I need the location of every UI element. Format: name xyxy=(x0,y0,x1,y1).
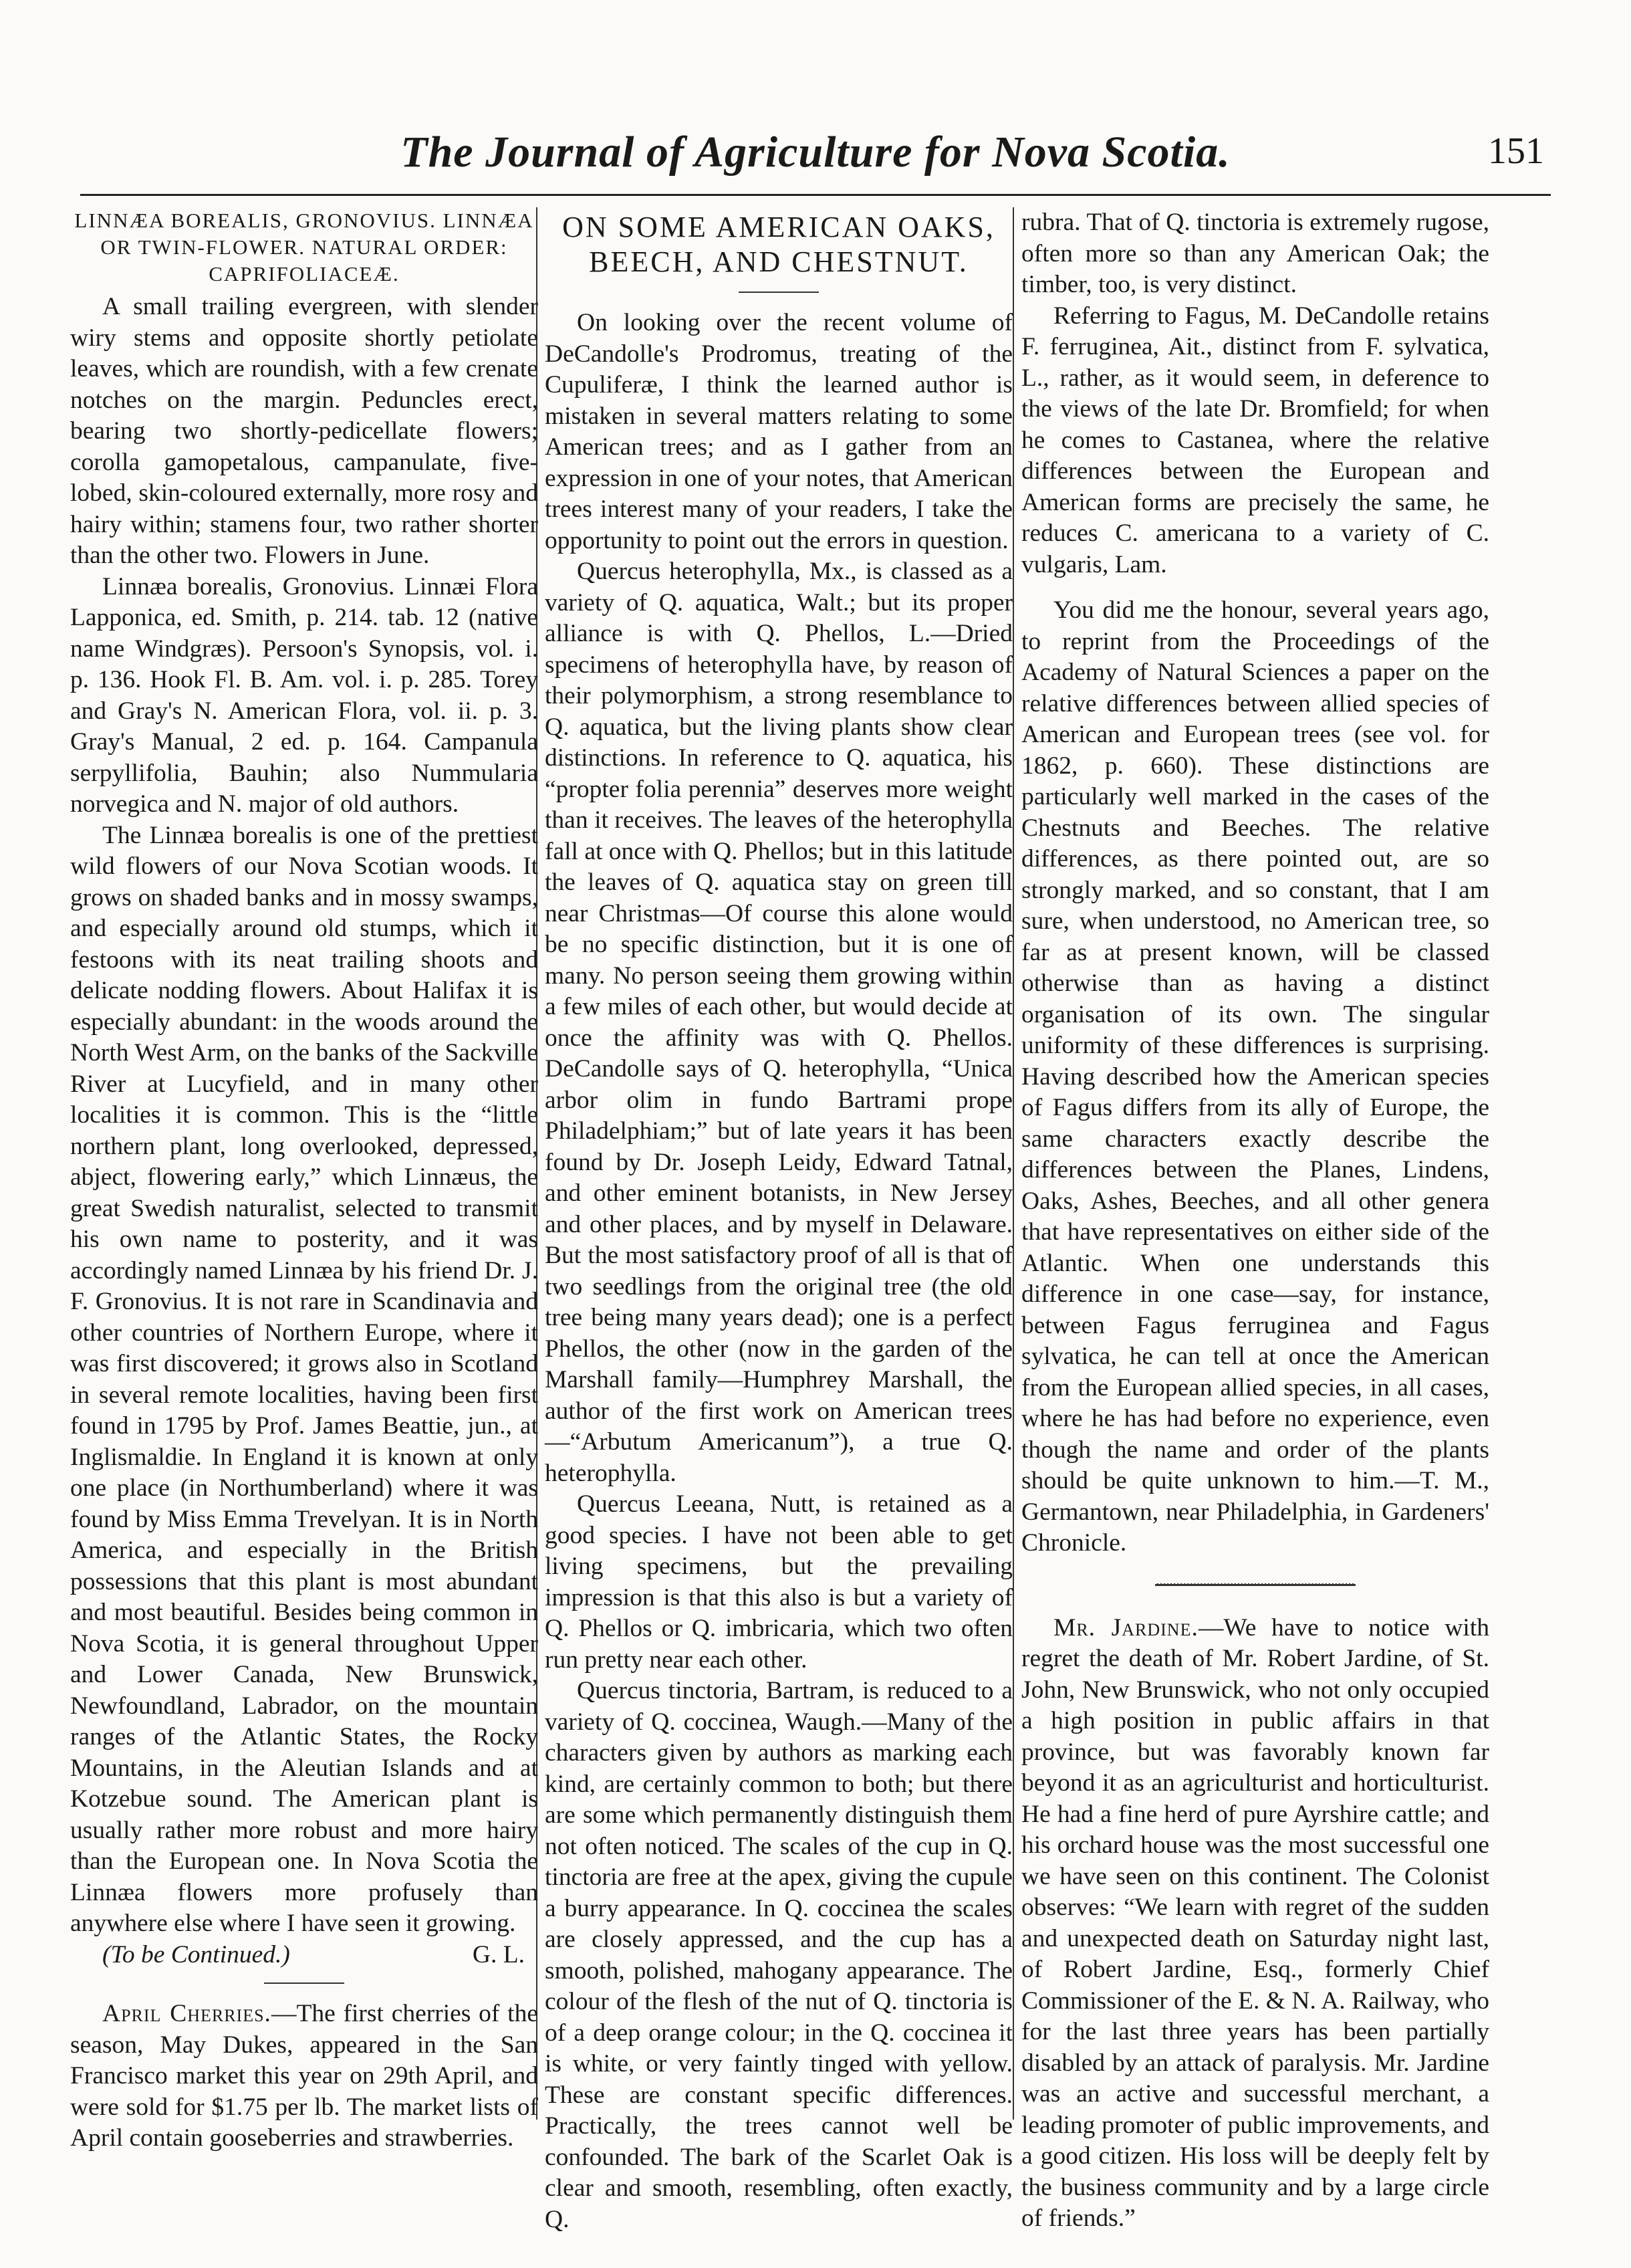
paragraph: Quercus Leeana, Nutt, is retained as a good species. I have not been able to get living specimens, but the prevailing impression is that this also is but a variety of Q. Phellos or Q. imbricaria, which two often run pretty near each other. xyxy=(545,1490,1013,1674)
paragraph: On looking over the recent volume of DeCandolle's Prodromus, treating of the Cupuliferæ, I think the learned author is mistaken in several matters relating to some American trees; and as I gather from an expression in one of your notes, that American trees interest many of your readers, I take the opportunity to point out the errors in question. xyxy=(545,309,1013,554)
short-rule xyxy=(739,292,819,293)
paragraph: Quercus tinctoria, Bartram, is reduced to a variety of Q. coccinea, Waugh.—Many of the characters given by authors as marking each kind, are certainly common to both; but there are some which permanently distinguish them not often noticed. The scales of the cup in Q. tinctoria are free at the apex, giving the cupule a burry appearance. In Q. coccinea the scales are closely appressed, and the cup has a smooth, polished, mahogany appearance. The colour of the flesh of the nut of Q. tinctoria is of a deep orange colour; in the Q. coccinea it is white, or very faintly tinged with yellow. These are constant specific differences. Practically, the trees cannot well be confounded. The bark of the Scarlet Oak is clear and smooth, resembling, often exactly, Q. xyxy=(545,1677,1013,2233)
inline-heading: April Cherries. xyxy=(102,2000,271,2027)
page-number: 151 xyxy=(1488,130,1544,172)
paragraph: A small trailing evergreen, with slender wiry stems and opposite shortly petiolate leaves, which are roundish, with a few crenate notches on the margin. Peduncles erect, bearing two shortly-pedicellate flowers; corolla gamopetalous, campanulate, five-lobed, skin-coloured externally, more rosy and hairy within; stamens four, two rather shorter than the other two. Flowers in June. xyxy=(70,293,538,569)
paragraph: Linnæa borealis, Gronovius. Linnæi Flora Lapponica, ed. Smith, p. 214. tab. 12 (native name Windgræs). Persoon's Synopsis, vol. i. p. 136. Hook Fl. B. Am. vol. i. p. 285. Torey and Gray's N. American Flora, vol. ii. p. 3. Gray's Manual, 2 ed. p. 164. Campanula serpyllifolia, Bauhin; also Nummularia norvegica and N. major of old authors. xyxy=(70,572,538,818)
paragraph: Referring to Fagus, M. DeCandolle retains F. ferruginea, Ait., distinct from F. sylvatica, L., rather, as it would seem, in deference to the views of the late Dr. Bromfield; for when he comes to Castanea, where the relative differences between the European and American forms are precisely the same, he reduces C. americana to a variety of C. vulgaris, Lam. xyxy=(1021,302,1489,578)
author-initials: G. L. xyxy=(472,1940,525,1968)
article-title-oaks: ON SOME AMERICAN OAKS, BEECH, AND CHESTNUT. xyxy=(562,211,995,278)
paragraph: You did me the honour, several years ago, to reprint from the Proceedings of the Academy of Natural Sciences a paper on the relative differences between allied species of American and European trees (see vol. for 1862, p. 660). These distinctions are particularly well marked in the cases of the Chestnuts and Beeches. The relative differences, as there pointed out, are so strongly marked, and so constant, that I am sure, when understood, no American tree, so far as at present known, will be classed otherwise than as having a distinct organisation of its own. The singular uniformity of these differences is surprising. Having described how the American species of Fagus differs from its ally of Europe, the same characters exactly describe the differences between the Planes, Lindens, Oaks, Ashes, Beeches, and all other genera that have representatives on either side of the Atlantic. When one understands this difference in one case—say, for instance, between Fagus ferruginea and Fagus sylvatica, he can tell at once the American from the European allied species, in all cases, where he has had before no experience, even though the name and order of the plants should be quite unknown to him.—T. M., Germantown, near Philadelphia, in Gardeners' Chronicle. xyxy=(1021,596,1489,1557)
column-left xyxy=(70,207,538,2154)
continued-note: (To be Continued.) xyxy=(102,1940,290,1968)
article-heading-linnaea: LINNÆA BOREALIS, GRONOVIUS. LINNÆA OR TWIN-FLOWER. NATURAL ORDER: CAPRIFOLIACEÆ. xyxy=(74,209,534,286)
column-divider xyxy=(1013,207,1014,2120)
paragraph: Quercus heterophylla, Mx., is classed as a variety of Q. aquatica, Walt.; but its proper alliance is with Q. Phellos, L.—Dried specimens of heterophylla have, by reason of their polymorphism, a strong resemblance to Q. aquatica, but the living plants show clear distinctions. In reference to Q. aquatica, his “propter folia perennia” deserves more weight than it receives. The leaves of the heterophylla fall at once with Q. Phellos; but in this latitude the leaves of Q. aquatica stay on green till near Christmas—Of course this alone would be no specific distinction, but it is one of many. No person seeing them growing within a few miles of each other, but would decide at once the affinity was with Q. Phellos. DeCandolle says of Q. heterophylla, “Unica arbor olim in fundo Bartrami prope Philadelphiam;” but of late years it has been found by Dr. Joseph Leidy, Edward Tatnal, and other eminent botanists, in New Jersey and other places, and by myself in Delaware. But the most satisfactory proof of all is that of two seedlings from the original tree (the old tree being many years dead); one is a perfect Phellos, the other (now in the garden of the Marshall family—Humphrey Marshall, the author of the first work on American trees—“Arbutum Americanum”), a true Q. heterophylla. xyxy=(545,558,1013,1487)
column-middle xyxy=(545,207,1013,2235)
article-signoff xyxy=(70,1940,538,1971)
paragraph-text: —We have to notice with regret the death of Mr. Robert Jardine, of St. John, New Brunswick, who not only occupied a high position in public affairs in that province, but was favorably known far beyond it as an agriculturist and horticulturist. He had a fine herd of pure Ayrshire cattle; and his orchard house was the most successful one we have seen on this continent. The Colonist observes: “We learn with regret of the sudden and unexpected death on Saturday night last, of Robert Jardine, Esq., formerly Chief Commissioner of the E. & N. A. Railway, who for the last three years has been partially disabled by an attack of paralysis. Mr. Jardine was an active and successful merchant, a leading promoter of public improvements, and a good citizen. His loss will be deeply felt by the business community and by a large circle of friends.” xyxy=(1021,1613,1489,2232)
paragraph-text: —The first cherries of the season, May Dukes, appeared in the San Francisco market this year on 29th April, and were sold for $1.75 per lb. The market lists of April contain gooseberries and strawberries. xyxy=(70,2000,538,2152)
paragraph-april-cherries xyxy=(70,1999,538,2154)
paragraph-mr-jardine xyxy=(1021,1613,1489,2235)
page-header xyxy=(80,120,1551,196)
paragraph: rubra. That of Q. tinctoria is extremely rugose, often more so than any American Oak; the timber, too, is very distinct. xyxy=(1021,209,1489,298)
running-title: The Journal of Agriculture for Nova Scotia. xyxy=(400,128,1231,177)
section-separator xyxy=(1155,1583,1356,1586)
short-rule xyxy=(264,1982,344,1984)
paragraph: The Linnæa borealis is one of the prettiest wild flowers of our Nova Scotian woods. It grows on shaded banks and in mossy swamps, and especially around old stumps, which it festoons with its neat trailing shoots and delicate nodding flowers. About Halifax it is especially abundant: in the woods around the North West Arm, on the banks of the Sackville River at Lucyfield, and in many other localities it is common. This is the “little northern plant, long overlooked, depressed, abject, flowering early,” which Linnæus, the great Swedish naturalist, selected to transmit his own name to posterity, and it was accordingly named Linnæa by his friend Dr. J. F. Gronovius. It is not rare in Scandinavia and other countries of Northern Europe, where it was first discovered; it grows also in Scotland in several remote localities, having been first found in 1795 by Prof. James Beattie, jun., at Inglismaldie. In England it is known at only one place (in Northumberland) where it was found by Miss Emma Trevelyan. It is in North America, and especially in the British possessions that this plant is most abundant and most beautiful. Besides being common in Nova Scotia, it is general throughout Upper and Lower Canada, New Brunswick, Newfoundland, Labrador, on the mountain ranges of the Atlantic States, the Rocky Mountains, in the Aleutian Islands and at Kotzebue sound. The American plant is usually rather more robust and more hairy than the European one. In Nova Scotia the Linnæa flowers more profusely than anywhere else where I have seen it growing. xyxy=(70,821,538,1937)
column-right xyxy=(1021,207,1489,2235)
inline-heading: Mr. Jardine. xyxy=(1053,1613,1199,1641)
